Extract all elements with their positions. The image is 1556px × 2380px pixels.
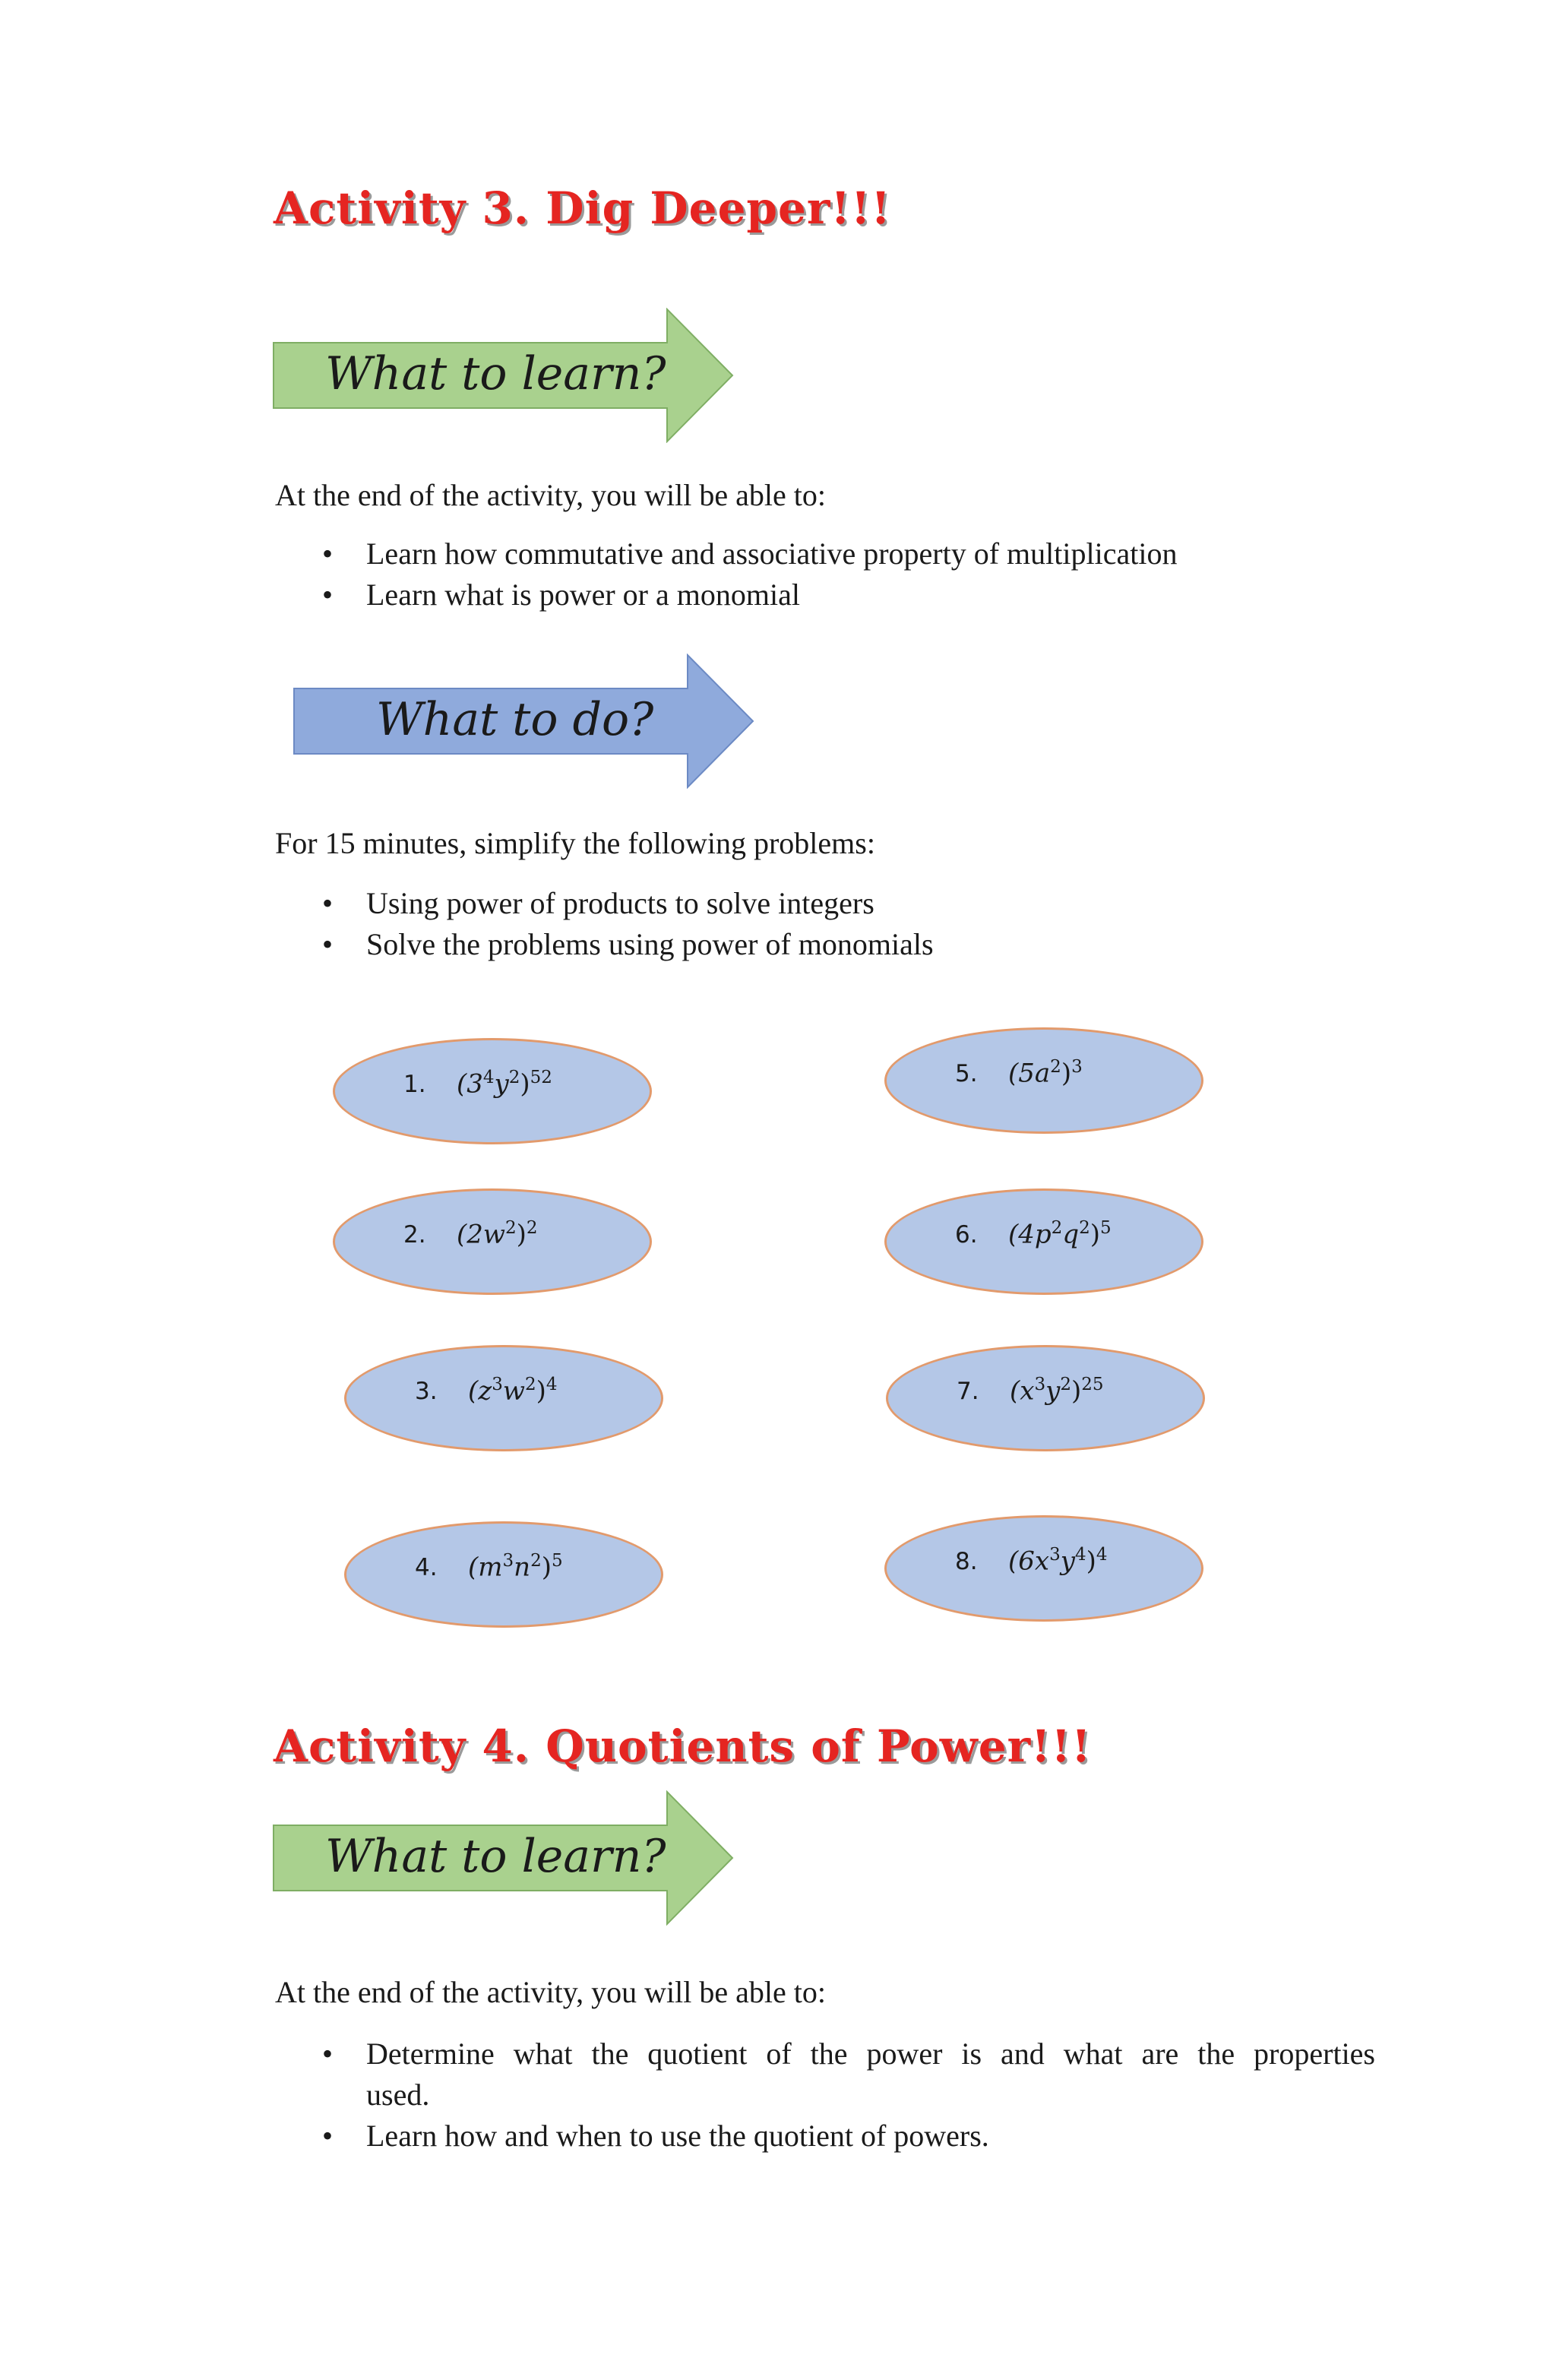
learn-bullet-list bbox=[322, 533, 1178, 616]
list-item: • Learn what is power or a monomial bbox=[366, 574, 1177, 616]
problem-expression: $(6x^3y^4)^4$ bbox=[1008, 1545, 1108, 1577]
problem-number: 2. bbox=[403, 1221, 426, 1249]
problem-number: 4. bbox=[415, 1554, 438, 1581]
problem-oval bbox=[886, 1345, 1205, 1451]
problem-expression: $(5a^2)^3$ bbox=[1008, 1057, 1083, 1089]
problem-number: 8. bbox=[955, 1548, 978, 1575]
problem-number: 1. bbox=[403, 1071, 426, 1098]
problem-expression: $(4p^2q^2)^5$ bbox=[1008, 1218, 1112, 1250]
problem-number: 7. bbox=[957, 1378, 979, 1405]
do-intro-text: For 15 minutes, simplify the following problems: bbox=[275, 826, 875, 860]
do-bullet-list bbox=[322, 883, 934, 965]
problem-number: 5. bbox=[955, 1060, 978, 1087]
activity-3-heading: Activity 3. Dig Deeper!!! bbox=[274, 182, 891, 234]
what-to-learn-label: What to learn? bbox=[325, 347, 666, 400]
problem-number: 3. bbox=[415, 1378, 438, 1405]
bullet-icon: • bbox=[322, 2037, 334, 2071]
list-item-continuation: used. bbox=[366, 2078, 430, 2112]
bullet-icon: • bbox=[322, 578, 334, 612]
what-to-learn-arrow-2 bbox=[272, 1790, 735, 1926]
bullet-icon: • bbox=[322, 886, 334, 920]
bullet-icon: • bbox=[322, 927, 334, 961]
bullet-icon: • bbox=[322, 2119, 334, 2153]
problem-oval bbox=[333, 1188, 652, 1295]
problem-oval bbox=[884, 1027, 1203, 1134]
list-item: • Learn how commutative and associative property of multiplication bbox=[366, 533, 1177, 574]
problem-number: 6. bbox=[955, 1221, 978, 1249]
learn-intro-text: At the end of the activity, you will be able to: bbox=[275, 478, 826, 512]
problem-expression: $(x^3y^2)^{25}$ bbox=[1010, 1375, 1104, 1407]
problem-oval bbox=[333, 1038, 652, 1144]
list-item: • Determine what the quotient of the power is and what are the properties bbox=[366, 2033, 1375, 2075]
what-to-do-arrow bbox=[293, 654, 756, 789]
problem-oval bbox=[344, 1521, 663, 1628]
problem-oval bbox=[884, 1515, 1203, 1622]
problem-expression: $(3^4y^2)^{52}$ bbox=[457, 1068, 552, 1100]
list-item: • Solve the problems using power of monomials bbox=[366, 924, 934, 965]
list-item: • Learn how and when to use the quotient of powers. bbox=[366, 2116, 1375, 2157]
bullet-icon: • bbox=[322, 536, 334, 571]
problem-oval bbox=[884, 1188, 1203, 1295]
learn-intro-text-2: At the end of the activity, you will be able to: bbox=[275, 1975, 826, 2009]
problem-expression: $(m^3n^2)^5$ bbox=[468, 1551, 563, 1583]
what-to-do-label: What to do? bbox=[376, 693, 654, 746]
what-to-learn-arrow bbox=[272, 308, 735, 443]
activity-4-heading: Activity 4. Quotients of Power!!! bbox=[274, 1720, 1092, 1772]
learn-bullet-list-2 bbox=[322, 2033, 1375, 2157]
problem-expression: $(2w^2)^2$ bbox=[457, 1218, 538, 1250]
what-to-learn-label: What to learn? bbox=[325, 1830, 666, 1883]
problem-oval bbox=[344, 1345, 663, 1451]
list-item: • Using power of products to solve integers bbox=[366, 883, 934, 924]
problem-expression: $(z^3w^2)^4$ bbox=[468, 1375, 558, 1407]
